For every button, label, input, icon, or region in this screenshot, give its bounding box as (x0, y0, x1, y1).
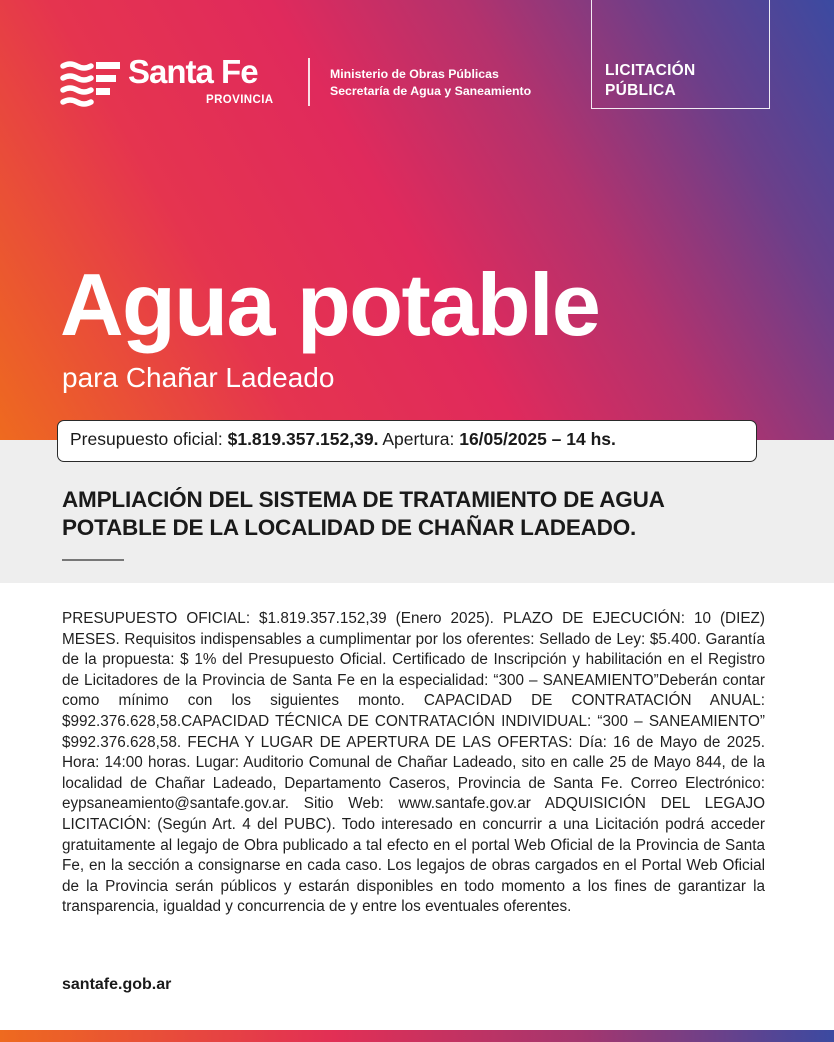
budget-box (57, 420, 757, 462)
ministry-block (330, 66, 531, 100)
budget-amount: $1.819.357.152,39. (227, 429, 379, 449)
logo-wordmark: Santa Fe (128, 53, 258, 90)
headline-line-2: POTABLE DE LA LOCALIDAD DE CHAÑAR LADEADO. (62, 515, 637, 540)
ministry-name: Ministerio de Obras Públicas (330, 67, 499, 81)
page-subtitle: para Chañar Ladeado (62, 362, 335, 393)
tender-details: PRESUPUESTO OFICIAL: $1.819.357.152,39 (Enero 2025). PLAZO DE EJECUCIÓN: 10 (DIEZ) MESES. Requisitos indispensables a cumplimentar por los oferentes: Sellado de Ley: $5.400. Garantía de la propuesta: $ 1% del Presupuesto Oficial. Certificado de Inscripción y habilitación en el Registro de Licitadores de la Provincia de Santa Fe en la especialidad: “300 – SANEAMIENTO”Deberán contar como mínimo con los siguientes monto. CAPACIDAD DE CONTRATACIÓN ANUAL: $992.376.628,58.CAPACIDAD TÉCNICA DE CONTRATACIÓN INDIVIDUAL: “300 – SANEAMIENTO” $992.376.628,58. FECHA Y LUGAR DE APERTURA DE LAS OFERTAS: Día: 16 de Mayo de 2025. Hora: 14:00 horas. Lugar: Auditorio Comunal de Chañar Ladeado, sito en calle 25 de Mayo 844, de la localidad de Chañar Ladeado, Departamento Caseros, Provincia de Santa Fe. Correo Electrónico: eypsaneamiento@santafe.gov.ar. Sitio Web: www.santafe.gov.ar ADQUISICIÓN DEL LEGAJO LICITACIÓN: (Según Art. 4 del PUBC). Todo interesado en concurrir a una Licitación podrá acceder gratuitamente al legajo de Obra publicado a tal efecto en el portal Web Oficial de la Provincia de Santa Fe, en la sección a consignarse en cada caso. Los legajos de obras cargados en el Portal Web Oficial de la Provincia serán públicos y estarán disponibles en todo momento a los fines de garantizar la transparencia, igualdad y concurrencia de y entre los eventuales oferentes. (62, 610, 765, 916)
logo-subtitle: PROVINCIA (206, 94, 274, 106)
licitacion-badge (605, 61, 696, 101)
bottom-gradient-bar (0, 1030, 834, 1042)
page-title: Agua potable (60, 255, 600, 354)
badge-line-1: LICITACIÓN (605, 62, 696, 79)
headline-line-1: AMPLIACIÓN DEL SISTEMA DE TRATAMIENTO DE AGUA (62, 487, 665, 512)
budget-label: Presupuesto oficial: (70, 429, 223, 449)
header-divider (308, 58, 310, 106)
opening-value: 16/05/2025 – 14 hs. (459, 429, 616, 449)
project-headline (62, 486, 762, 542)
headline-rule (62, 559, 124, 561)
badge-line-2: PÚBLICA (605, 82, 676, 99)
santa-fe-wave-flag-icon (60, 58, 122, 110)
secretariat-name: Secretaría de Agua y Saneamiento (330, 84, 532, 98)
opening-label: Apertura: (382, 429, 455, 449)
footer-website-link[interactable]: santafe.gob.ar (62, 976, 172, 993)
